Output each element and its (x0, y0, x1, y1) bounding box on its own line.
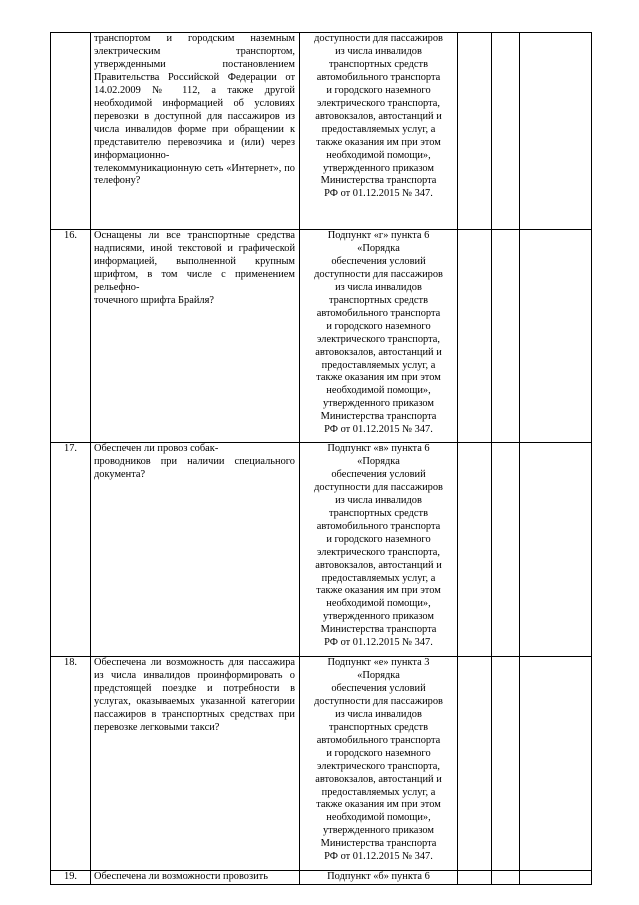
answer-no-cell (492, 657, 520, 871)
answer-yes-cell (458, 443, 492, 657)
question-cell (91, 443, 300, 657)
reference-text: доступности для пассажиров из числа инвалидов транспортных средств автомобильного транспорта и городского наземного электрического транспорта, автовокзалов, автостанций и предоставляемых услуг, а также оказания им при этом необходимой помощи», утвержденного приказом Министерства транспорта РФ от 01.12.2015 № 347. (314, 33, 443, 200)
row-number: 19. (51, 871, 91, 885)
reference-cell (300, 657, 458, 871)
reference-text: Подпункт «б» пункта 6 (327, 871, 430, 882)
question-text: Обеспечена ли возможности провозить (94, 871, 268, 882)
row-number (51, 33, 91, 230)
question-text: Обеспечен ли провоз собак- проводников при наличии специального документа? (94, 443, 295, 480)
question-cell (91, 230, 300, 443)
answer-no-cell (492, 871, 520, 885)
answer-no-cell (492, 230, 520, 443)
note-cell (520, 443, 592, 657)
reference-text: Подпункт «в» пункта 6 «Порядка обеспечения условий доступности для пассажиров из числа инвалидов транспортных средств автомобильного транспорта и городского наземного электрического транспорта, автовокзалов, автостанций и предоставляемых услуг, а также оказания им при этом необходимой помощи», утвержденного приказом Министерства транспорта РФ от 01.12.2015 № 347. (314, 443, 443, 649)
reference-text: Подпункт «г» пункта 6 «Порядка обеспечения условий доступности для пассажиров из числа инвалидов транспортных средств автомобильного транспорта и городского наземного электрического транспорта, автовокзалов, автостанций и предоставляемых услуг, а также оказания им при этом необходимой помощи», утвержденного приказом Министерства транспорта РФ от 01.12.2015 № 347. (314, 230, 443, 436)
reference-cell (300, 230, 458, 443)
note-cell (520, 657, 592, 871)
answer-yes-cell (458, 33, 492, 230)
question-text: Обеспечена ли возможность для пассажира из числа инвалидов проинформировать о предстоящей поездке и потребности в услугах, оказываемых указанной категории пассажиров в транспортных средствах при перевозке легковыми такси? (94, 657, 295, 733)
question-cell (91, 657, 300, 871)
question-text: транспортом и городским наземным электрическим транспортом, утвержденными постановлением Правительства Российской Федерации от 14.02.2009 № 112, а также другой необходимой информацией об условиях перевозки в доступной для пассажиров из числа инвалидов форме при обращении к представителю перевозчика и (или) через информационно- телекоммуникационную сеть «Интернет», по телефону? (94, 33, 295, 187)
answer-no-cell (492, 443, 520, 657)
reference-cell (300, 871, 458, 885)
question-cell (91, 871, 300, 885)
note-cell (520, 230, 592, 443)
answer-yes-cell (458, 230, 492, 443)
question-cell (91, 33, 300, 230)
note-cell (520, 33, 592, 230)
table-row (51, 657, 592, 871)
reference-text: Подпункт «е» пункта 3 «Порядка обеспечения условий доступности для пассажиров из числа инвалидов транспортных средств автомобильного транспорта и городского наземного электрического транспорта, автовокзалов, автостанций и предоставляемых услуг, а также оказания им при этом необходимой помощи», утвержденного приказом Министерства транспорта РФ от 01.12.2015 № 347. (314, 657, 443, 863)
table-row (51, 871, 592, 885)
checklist-table (50, 32, 592, 885)
row-number: 16. (51, 230, 91, 443)
answer-yes-cell (458, 871, 492, 885)
row-number: 17. (51, 443, 91, 657)
note-cell (520, 871, 592, 885)
reference-cell (300, 33, 458, 230)
question-text: Оснащены ли все транспортные средства надписями, иной текстовой и графической информацией, выполненной крупным шрифтом, в том числе с применением рельефно- точечного шрифта Брайля? (94, 230, 295, 306)
row-number: 18. (51, 657, 91, 871)
table-row (51, 443, 592, 657)
answer-yes-cell (458, 657, 492, 871)
table-row (51, 230, 592, 443)
reference-cell (300, 443, 458, 657)
table-row (51, 33, 592, 230)
answer-no-cell (492, 33, 520, 230)
